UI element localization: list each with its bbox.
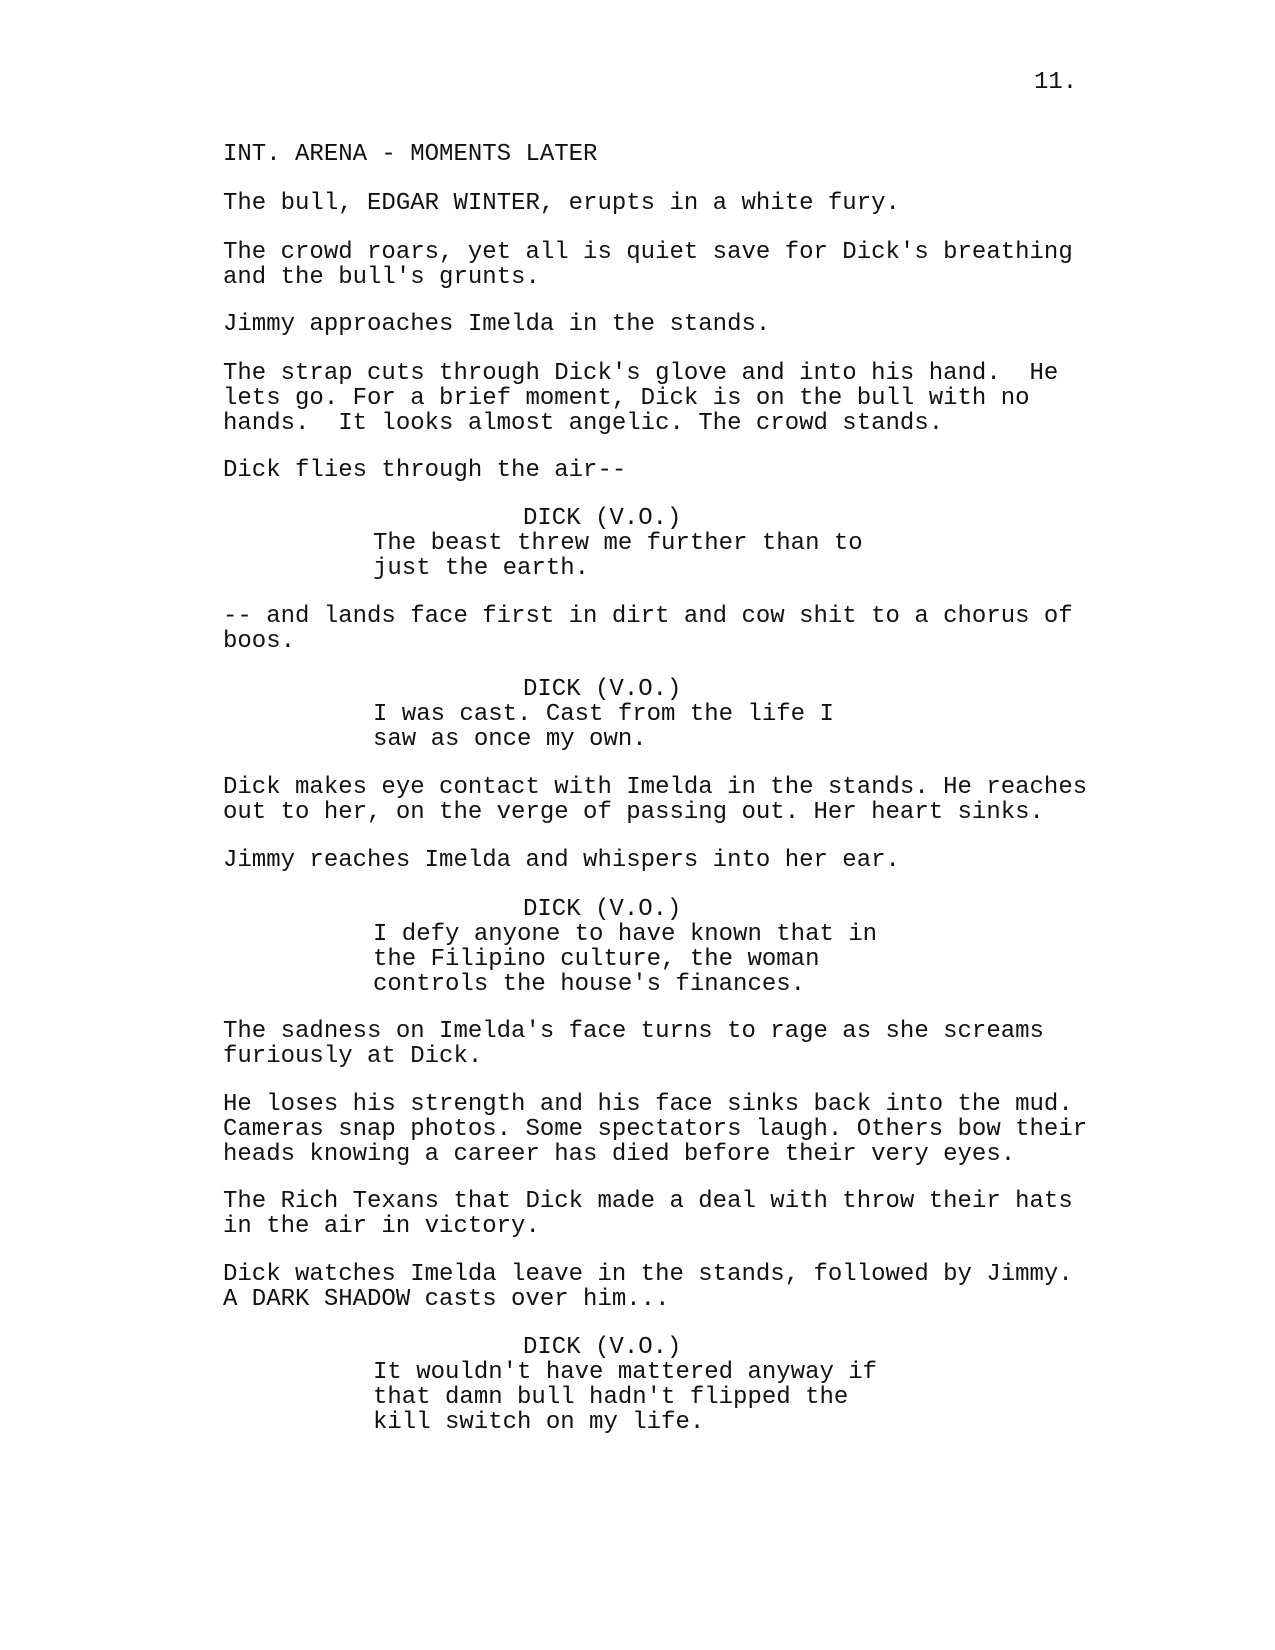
action-line: The bull, EDGAR WINTER, erupts in a white fury. [223, 190, 900, 217]
character-cue: DICK (V.O.) [523, 1334, 682, 1361]
character-cue: DICK (V.O.) [523, 896, 682, 923]
action-line: The sadness on Imelda's face turns to rage as she screams furiously at Dick. [223, 1018, 1044, 1070]
character-cue: DICK (V.O.) [523, 505, 682, 532]
dialogue-line: I was cast. Cast from the life I saw as once my own. [373, 701, 834, 753]
dialogue-line: It wouldn't have mattered anyway if that damn bull hadn't flipped the kill switch on my life. [373, 1359, 878, 1436]
dialogue-line: I defy anyone to have known that in the Filipino culture, the woman controls the house's finances. [373, 921, 878, 998]
action-line: Dick makes eye contact with Imelda in the stands. He reaches out to her, on the verge of passing out. Her heart sinks. [223, 774, 1088, 826]
action-line: The strap cuts through Dick's glove and into his hand. He lets go. For a brief moment, Dick is on the bull with no hands. It looks almost angelic. The crowd stands. [223, 360, 1059, 437]
action-line: He loses his strength and his face sinks back into the mud. Cameras snap photos. Some spectators laugh. Others bow their heads knowing a career has died before their very eyes. [223, 1091, 1088, 1168]
action-line: The Rich Texans that Dick made a deal with throw their hats in the air in victory. [223, 1188, 1073, 1240]
dialogue-line: The beast threw me further than to just the earth. [373, 530, 863, 582]
character-cue: DICK (V.O.) [523, 676, 682, 703]
page-number: 11. [1034, 69, 1078, 96]
action-line: -- and lands face first in dirt and cow shit to a chorus of boos. [223, 603, 1073, 655]
scene-heading: INT. ARENA - MOMENTS LATER [223, 141, 598, 168]
action-line: The crowd roars, yet all is quiet save for Dick's breathing and the bull's grunts. [223, 239, 1073, 291]
action-line: Jimmy approaches Imelda in the stands. [223, 311, 771, 338]
action-line: Jimmy reaches Imelda and whispers into her ear. [223, 847, 900, 874]
action-line: Dick watches Imelda leave in the stands, followed by Jimmy. A DARK SHADOW casts over him... [223, 1261, 1073, 1313]
action-line: Dick flies through the air-- [223, 457, 627, 484]
